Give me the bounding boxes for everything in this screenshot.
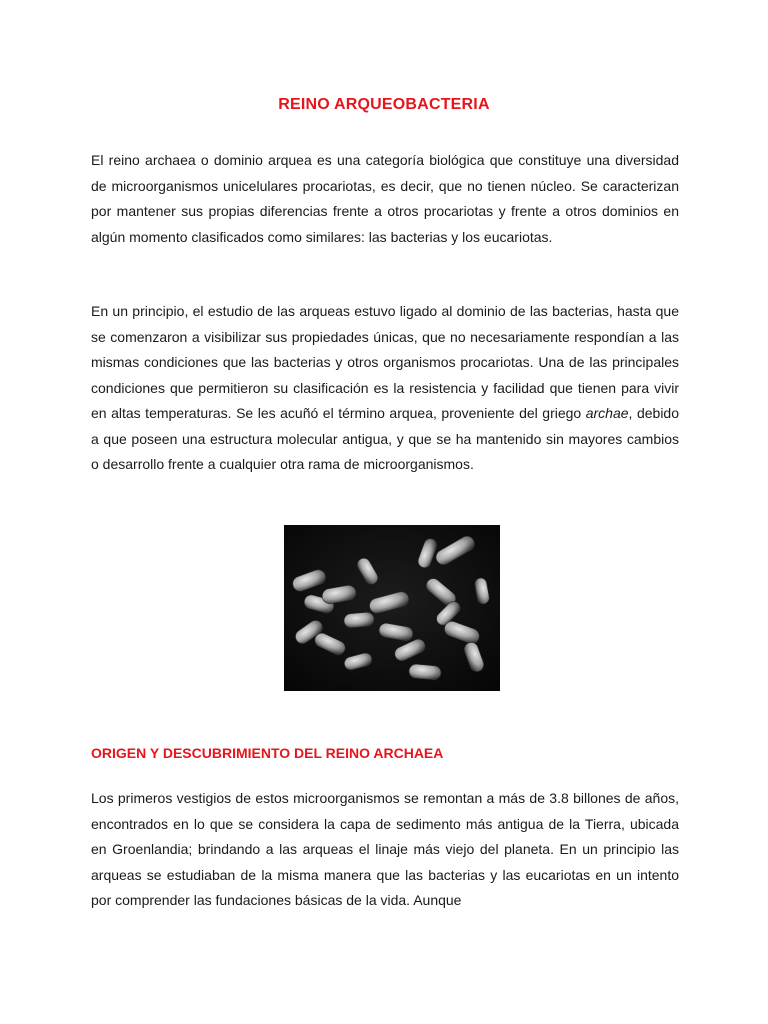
paragraph-origin: Los primeros vestigios de estos microorganismos se remontan a más de 3.8 billones de años, encontrados en lo que se considera la capa de sedimento más antigua de la Tierra, ubicada en Groenlandia; brindando a las arqueas el linaje más viejo del planeta. En un principio las arqueas se estudiaban de la misma manera que las bacterias y las eucariotas en un intento por comprender las fundaciones básicas de la vida. Aunque [91,790,679,908]
paragraph-history [91,299,679,478]
section-heading-origin: ORIGEN Y DESCUBRIMIENTO DEL REINO ARCHAEA [91,745,444,761]
italic-term-archae: archae [585,405,629,421]
paragraph-history-part-2: , debido a que poseen una estructura molecular antigua, y que se ha mantenido sin mayores cambios o desarrollo frente a cualquier otra rama de microorganismos. [91,405,679,472]
paragraph-intro: El reino archaea o dominio arquea es una categoría biológica que constituye una diversidad de microorganismos unicelulares procariotas, es decir, que no tienen núcleo. Se caracterizan por mantener sus propias diferencias frente a otros procariotas y frente a otros dominios en algún momento clasificados como similares: las bacterias y los eucariotas. [91,152,679,245]
page-title: REINO ARQUEOBACTERIA [278,96,490,113]
archaea-micrograph-image [284,525,500,691]
paragraph-history-part-1: En un principio, el estudio de las arqueas estuvo ligado al dominio de las bacterias, hasta que se comenzaron a visibilizar sus propiedades únicas, que no necesariamente respondían a las mismas condiciones que las bacterias y otros organismos procariotas. Una de las principales condiciones que permitieron su clasificación es la resistencia y facilidad que tienen para vivir en altas temperaturas. Se les acuñó el término arquea, proveniente del griego [91,303,679,421]
micrograph-illustration [284,525,500,691]
